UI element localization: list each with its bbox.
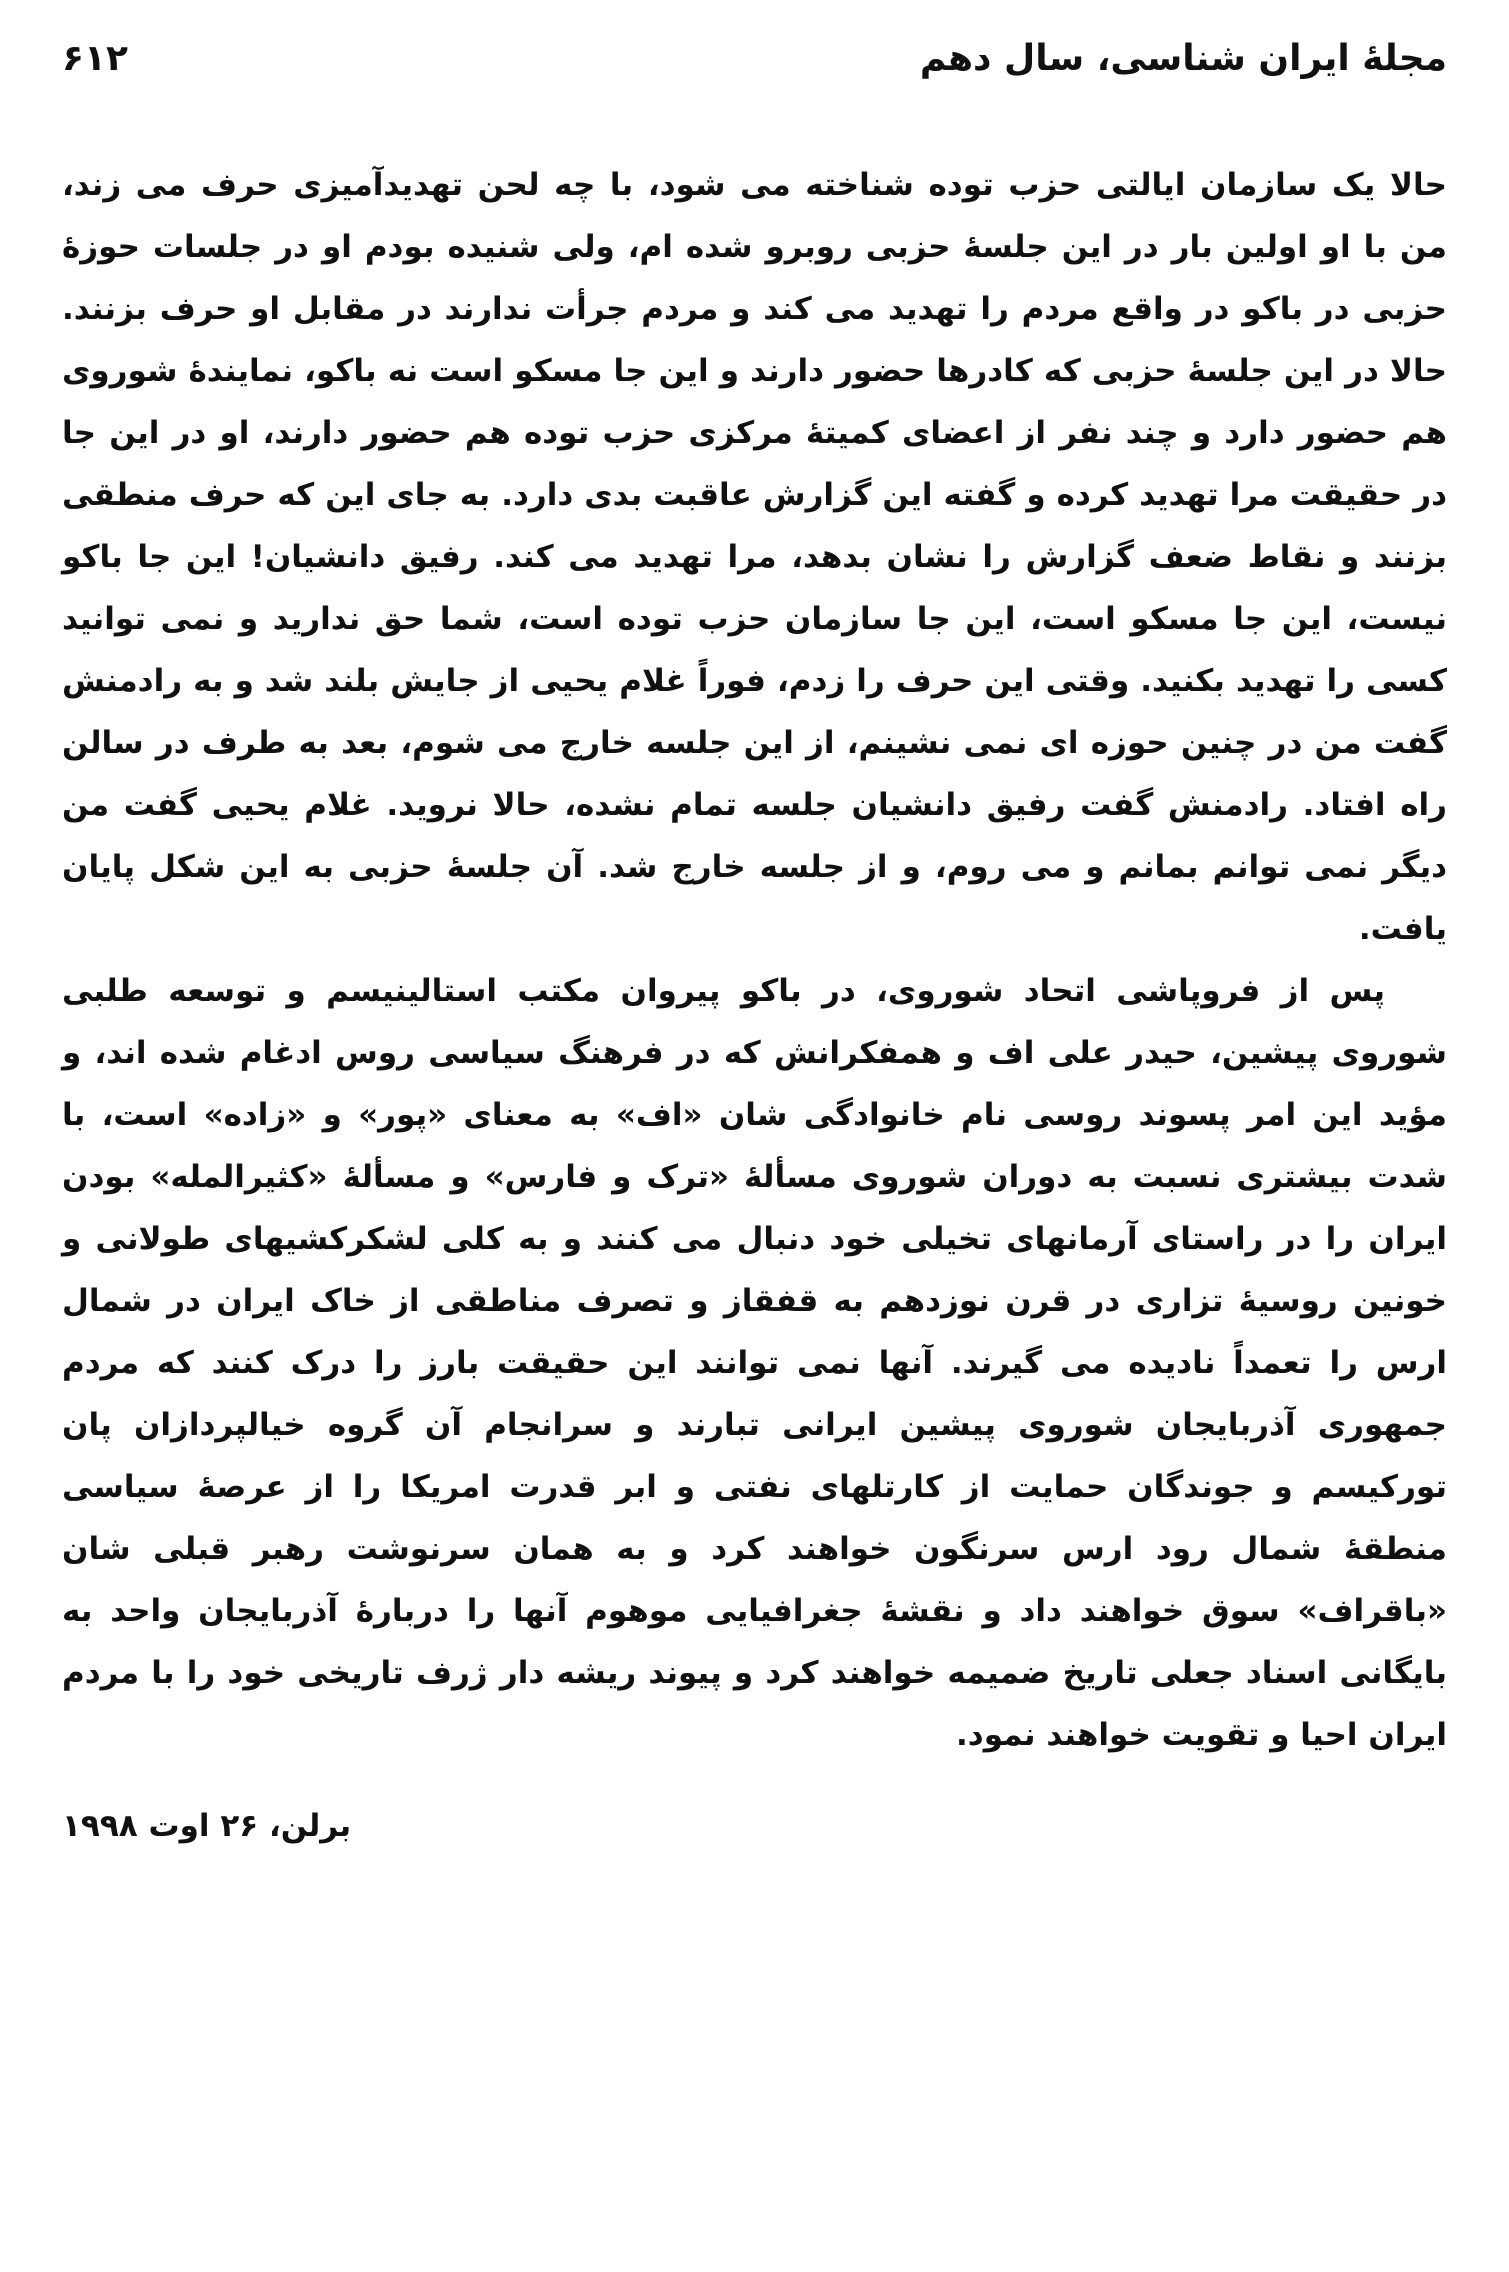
dateline: برلن، ۲۶ اوت ۱۹۹۸ bbox=[62, 1808, 352, 1844]
paragraph-1: حالا یک سازمان ایالتی حزب توده شناخته می شود، با چه لحن تهدیدآمیزی حرف می زند، من با او اولین بار در این جلسهٔ حزبی روبرو شده ام، ولی شنیده بودم او در جلسات حوزهٔ حزبی در باکو در واقع مردم را تهدید می کند و مردم جرأت ندارند در مقابل او حرف بزنند. حالا در این جلسهٔ حزبی که کادرها حضور دارند و این جا مسکو است نه باکو، نمایندهٔ شوروی هم حضور دارد و چند نفر از اعضای کمیتهٔ مرکزی حزب توده هم حضور دارند، او در این جا در حقیقت مرا تهدید کرده و گفته این گزارش عاقبت بدی دارد. به جای این که حرف منطقی بزنند و نقاط ضعف گزارش را نشان بدهد، مرا تهدید می کند. رفیق دانشیان! این جا باکو نیست، این جا مسکو است، این جا سازمان حزب توده است، شما حق ندارید و نمی توانید کسی را تهدید بکنید. وقتی این حرف را زدم، فوراً غلام یحیی از جایش بلند شد و به رادمنش گفت من در چنین حوزه ای نمی نشینم، از این جلسه خارج می شوم، بعد به طرف در سالن راه افتاد. رادمنش گفت رفیق دانشیان جلسه تمام نشده، حالا نروید. غلام یحیی گفت من دیگر نمی توانم بمانم و می روم، و از جلسه خارج شد. آن جلسهٔ حزبی به این شکل پایان یافت. bbox=[62, 167, 1447, 947]
journal-title: مجلهٔ ایران شناسی، سال دهم bbox=[919, 38, 1447, 79]
page-number: ۶۱۲ bbox=[62, 38, 128, 79]
paragraph-2: پس از فروپاشی اتحاد شوروی، در باکو پیروان مکتب استالینیسم و توسعه طلبی شوروی پیشین، حیدر علی اف و همفکرانش که در فرهنگ سیاسی روس ادغام شده اند، و مؤید این امر پسوند روسی نام خانوادگی شان «اف» به معنای «پور» و «زاده» است، با شدت بیشتری نسبت به دوران شوروی مسألهٔ «ترک و فارس» و مسألهٔ «کثیرالمله» بودن ایران را در راستای آرمانهای تخیلی خود دنبال می کنند و به کلی لشکرکشیهای طولانی و خونین روسیهٔ تزاری در قرن نوزدهم به قفقاز و تصرف مناطقی از خاک ایران در شمال ارس را تعمداً نادیده می گیرند. آنها نمی توانند این حقیقت بارز را درک کنند که مردم جمهوری آذربایجان شوروی پیشین ایرانی تبارند و سرانجام آن گروه خیالپردازان پان تورکیسم و جوندگان حمایت از کارتلهای نفتی و ابر قدرت امریکا را از عرصهٔ سیاسی منطقهٔ شمال رود ارس سرنگون خواهند کرد و به همان سرنوشت رهبر قبلی شان «باقراف» سوق خواهند داد و نقشهٔ جغرافیایی موهوم آنها را دربارهٔ آذربایجان واحد به بایگانی اسناد جعلی تاریخ ضمیمه خواهند کرد و پیوند ریشه دار ژرف تاریخی خود را با مردم ایران احیا و تقویت خواهند نمود. bbox=[62, 973, 1447, 1753]
article-body bbox=[62, 154, 1447, 1766]
running-head bbox=[62, 38, 1447, 98]
